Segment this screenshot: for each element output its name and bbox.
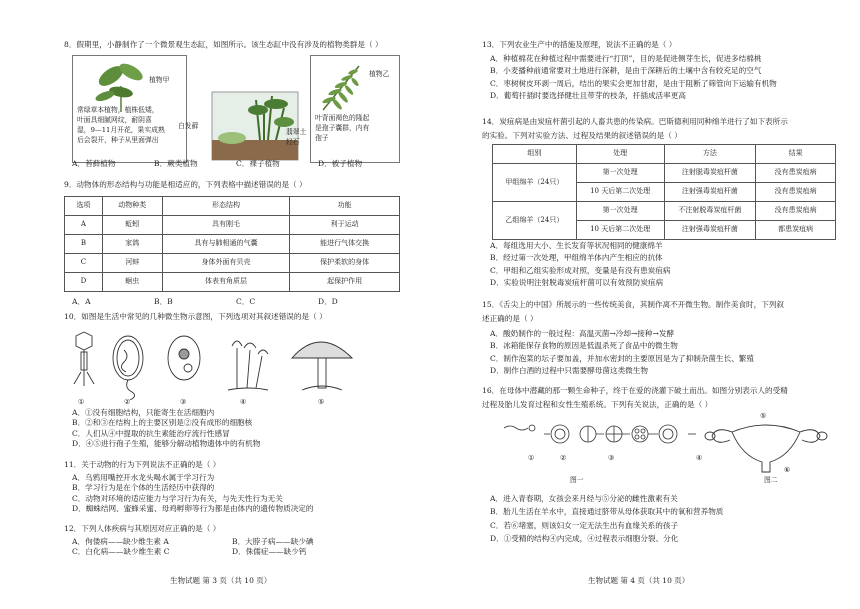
table-row bbox=[65, 254, 400, 273]
q10-option-d[interactable]: D．④⑤进行孢子生殖，能够分解动植物遗体中的有机物 bbox=[72, 438, 261, 448]
page-footer: 生物试题 第 4 页（共 10 页） bbox=[588, 576, 690, 585]
q8-option-b[interactable]: B．蕨类植物 bbox=[154, 159, 198, 168]
q14-stem-2: 的实验。下列对实验方法、过程及结果的叙述错误的是（ ） bbox=[482, 131, 682, 140]
microbe-label-4: ④ bbox=[240, 398, 247, 406]
table-row bbox=[65, 235, 400, 254]
table-header: 形态结构 bbox=[162, 197, 290, 216]
q14-options bbox=[490, 241, 670, 288]
table-cell: 第一次处理 bbox=[576, 202, 664, 221]
table-header: 结果 bbox=[756, 145, 836, 164]
q9-option-b[interactable]: B．B bbox=[154, 297, 173, 306]
table-header: 动物种类 bbox=[102, 197, 162, 216]
q12-option-b[interactable]: B．大脖子病——缺少碘 bbox=[232, 537, 314, 546]
table-cell: C bbox=[65, 254, 103, 273]
group-b-cell: 乙组绵羊（24只） bbox=[493, 202, 577, 240]
table-cell: 没有患炭疽病 bbox=[756, 202, 836, 221]
q8-option-a[interactable]: A．苔藓植物 bbox=[72, 159, 116, 168]
fertilization-illustration bbox=[500, 414, 830, 476]
q12-stem: 12．下列人体疾病与其原因对应正确的是（ ） bbox=[64, 524, 221, 533]
fig1-caption: 图一 bbox=[570, 476, 584, 484]
fig-label-3: ③ bbox=[608, 454, 615, 462]
group-a-cell: 甲组绵羊（24只） bbox=[493, 164, 577, 202]
q16-stem-2: 过程及胎儿发育过程和女性生殖系统。下列有关说法，正确的是（ ） bbox=[482, 400, 713, 409]
plant-a-desc-line: 叶面具细腻网纹，耐阴喜 bbox=[77, 115, 152, 124]
q15-options bbox=[490, 329, 754, 376]
q9-option-a[interactable]: A．A bbox=[72, 297, 91, 306]
table-cell: 第一次处理 bbox=[576, 164, 664, 183]
mushroom-icon bbox=[292, 342, 352, 390]
moss-label: 白发藓 bbox=[178, 122, 199, 130]
table-cell: 身体外面有贝壳 bbox=[162, 254, 290, 273]
q8-plant-a-box bbox=[72, 55, 187, 163]
q8-option-c[interactable]: C．裸子植物 bbox=[236, 159, 280, 168]
table-cell: 具有与肺相通的气囊 bbox=[162, 235, 290, 254]
q14-table bbox=[492, 144, 836, 240]
q11-option-d[interactable]: D．蜘蛛结网、蜜蜂采蜜、母鸡孵卵等行为都是由体内的遗传物质决定的 bbox=[72, 503, 314, 513]
q14-stem-1: 14．炭疽病是由炭疽杆菌引起的人畜共患的传染病。巴斯德利用同种绵羊进行了如下表所示 bbox=[482, 117, 788, 126]
table-cell: 保护柔软的身体 bbox=[290, 254, 400, 273]
plant-b-desc-line: 孢子 bbox=[315, 133, 329, 142]
fig-label-2: ② bbox=[560, 454, 567, 462]
q15-option-c[interactable]: C．制作泡菜的坛子要加盖，并加水密封的主要原因是为了抑制杂菌生长、繁殖 bbox=[490, 353, 754, 363]
table-cell: 都患炭疽病 bbox=[756, 221, 836, 240]
table-cell: 注射脱毒炭疽杆菌 bbox=[664, 164, 756, 183]
q13-option-d[interactable]: D．葡萄扦插时要选择健壮且带芽的枝条，扦插成活率更高 bbox=[490, 90, 686, 100]
q16-option-c[interactable]: C．若⑥堵塞，则该妇女一定无法生出有血缘关系的孩子 bbox=[490, 520, 679, 530]
plant-b-desc-line: 叶背面褐色的隆起 bbox=[315, 114, 370, 122]
plant-a-name: 植物甲 bbox=[149, 76, 170, 84]
yeast-icon bbox=[168, 336, 200, 380]
table-row bbox=[493, 164, 836, 183]
q14-option-a[interactable]: A．每组选用大小、生长发育等状况相同的健康绵羊 bbox=[490, 241, 663, 250]
table-cell: 注射强毒炭疽杆菌 bbox=[664, 221, 756, 240]
table-header-row bbox=[493, 145, 836, 164]
table-cell: 没有患炭疽病 bbox=[756, 164, 836, 183]
microbe-label-2: ② bbox=[124, 398, 131, 406]
q10-options bbox=[72, 408, 260, 449]
table-header: 组别 bbox=[493, 145, 577, 164]
q14-option-c[interactable]: C．甲组和乙组实验形成对照，变量是有没有患炭疽病 bbox=[490, 265, 671, 275]
q14-option-d[interactable]: D．实验说明注射脱毒炭疽杆菌可以有效预防炭疽病 bbox=[490, 277, 664, 287]
table-cell: 能进行气体交换 bbox=[290, 235, 400, 254]
plant-a-desc-line: 后会裂开，种子从里面弹出 bbox=[77, 135, 159, 144]
q11-option-b[interactable]: B．学习行为是在个体的生活经历中获得的 bbox=[72, 483, 215, 493]
q16-option-d[interactable]: D．①受精的结构④内完成，④过程表示细胞分裂、分化 bbox=[490, 533, 679, 543]
table-cell: 没有患炭疽病 bbox=[756, 183, 836, 202]
q16-options bbox=[490, 494, 723, 544]
q13-option-b[interactable]: B．小麦播种前通常要对土地进行深耕，是由于深耕后的土壤中含有较充足的空气 bbox=[490, 66, 762, 76]
fig2-caption: 图二 bbox=[764, 476, 778, 484]
q11-options bbox=[72, 473, 314, 514]
fig-label-4: ④ bbox=[696, 454, 703, 462]
table-cell: 家鸽 bbox=[102, 235, 162, 254]
plant-a-illustration bbox=[91, 58, 151, 113]
q9-table bbox=[64, 196, 400, 292]
q9-option-c[interactable]: C．C bbox=[236, 297, 256, 306]
q15-option-a[interactable]: A．酸奶制作的一般过程：高温灭菌→冷却→接种→发酵 bbox=[490, 329, 675, 338]
table-header: 处理 bbox=[576, 145, 664, 164]
q11-option-a[interactable]: A．乌鸦用嘴控开水龙头喝水属于学习行为 bbox=[72, 473, 215, 482]
microbe-label-3: ③ bbox=[180, 398, 187, 406]
table-cell: 体表有角质层 bbox=[162, 273, 290, 292]
q10-option-a[interactable]: A．①没有细胞结构，只能寄生在活细胞内 bbox=[72, 408, 215, 417]
table-header-row bbox=[65, 197, 400, 216]
page-footer: 生物试题 第 3 页（共 10 页） bbox=[170, 576, 272, 585]
plant-b-desc-line: 是孢子囊群，内有 bbox=[315, 123, 370, 132]
table-header: 选项 bbox=[65, 197, 103, 216]
q14-option-b[interactable]: B．经过第一次处理，甲组绵羊体内产生相应的抗体 bbox=[490, 253, 663, 263]
table-cell: 蛔虫 bbox=[102, 273, 162, 292]
q13-stem: 13．下列农业生产中的措施及原理，说法不正确的是（ ） bbox=[482, 40, 677, 49]
fern-icon bbox=[315, 60, 367, 112]
q9-options bbox=[72, 297, 400, 307]
q12-option-d[interactable]: D．侏儒症——缺少钙 bbox=[232, 547, 307, 557]
q8-option-d[interactable]: D．被子植物 bbox=[318, 159, 363, 168]
table-cell: 10 天后第二次处理 bbox=[576, 183, 664, 202]
table-row bbox=[65, 216, 400, 235]
uterus-icon bbox=[705, 425, 827, 472]
q12-options bbox=[72, 537, 402, 558]
table-cell: D bbox=[65, 273, 103, 292]
fig-label-1: ① bbox=[528, 454, 535, 462]
soil-label: 翡翠土 bbox=[286, 128, 307, 136]
plant-a-desc-line: 湿，9—11月开花，果实成熟 bbox=[77, 125, 165, 134]
q10-stem: 10．如图是生活中常见的几种微生物示意图，下列选项对其叙述错误的是（ ） bbox=[64, 312, 327, 321]
q16-option-a[interactable]: A．进入青春期，女孩会来月经与⑤分泌的雌性激素有关 bbox=[490, 494, 678, 503]
microbes-illustration bbox=[72, 328, 362, 400]
q8-plant-b-box bbox=[310, 55, 400, 163]
plant-b-name: 植物乙 bbox=[369, 70, 390, 78]
table-cell: 注射强毒炭疽杆菌 bbox=[664, 183, 756, 202]
q9-stem: 9．动物体的形态结构与功能是相适应的，下列表格中描述错误的是（ ） bbox=[64, 180, 307, 189]
q15-option-b[interactable]: B．冰箱能保存食物的原因是低温杀死了食品中的微生物 bbox=[490, 341, 678, 351]
terrarium-illustration bbox=[210, 88, 300, 163]
q10-option-c[interactable]: C．人们从④中提取的抗生素能治疗流行性感冒 bbox=[72, 428, 230, 438]
q8-options bbox=[72, 159, 400, 169]
table-cell: B bbox=[65, 235, 103, 254]
table-row bbox=[65, 273, 400, 292]
fertilization-sequence-icon bbox=[504, 425, 696, 443]
plant-a-desc-line: 常绿草本植物，植株低矮， bbox=[77, 106, 159, 114]
q13-option-c[interactable]: C．枣树树皮环剥一周后，结出的果实会更加甘甜，是由于阻断了筛管向下运输有机物 bbox=[490, 78, 777, 88]
q11-option-c[interactable]: C．动物对环境的适应能力与学习行为有关，与先天性行为无关 bbox=[72, 493, 283, 503]
q11-stem: 11．关于动物的行为下列说法不正确的是（ ） bbox=[64, 460, 221, 469]
table-header: 功能 bbox=[290, 197, 400, 216]
table-cell: 蚯蚓 bbox=[102, 216, 162, 235]
microbe-label-5: ⑤ bbox=[318, 398, 325, 406]
table-cell: 河蚌 bbox=[102, 254, 162, 273]
q9-option-d[interactable]: D．D bbox=[318, 297, 338, 306]
q15-stem-1: 15．《舌尖上的中国》所展示的一些传统美食，其制作离不开微生物。制作美食时，下列叙 bbox=[482, 300, 785, 309]
q15-option-d[interactable]: D．制作白酒的过程中只需要酵母菌这类微生物 bbox=[490, 365, 648, 375]
q16-stem-1: 16．在母体中潜藏的那一颗生命种子，终于在爱的浇灌下破土而出。如图分别表示人的受精 bbox=[482, 386, 788, 395]
table-header: 方法 bbox=[664, 145, 756, 164]
plant-a-desc bbox=[77, 106, 165, 145]
table-cell: 不注射脱毒炭疽杆菌 bbox=[664, 202, 756, 221]
table-cell: A bbox=[65, 216, 103, 235]
fig-label-5: ⑤ bbox=[760, 412, 767, 420]
table-cell: 具有刚毛 bbox=[162, 216, 290, 235]
q12-option-c[interactable]: C．白化病——缺少维生素 C bbox=[72, 547, 170, 557]
stone-label: 轻石 bbox=[286, 138, 300, 146]
microbe-label-1: ① bbox=[78, 398, 85, 406]
plant-b-desc bbox=[315, 114, 369, 144]
q16-option-b[interactable]: B．胎儿生活在羊水中，直接通过脐带从母体获取其中的氧和营养物质 bbox=[490, 507, 724, 517]
bacterium-icon bbox=[113, 336, 143, 400]
q12-option-a[interactable]: A．佝偻病——缺少维生素 A bbox=[72, 537, 169, 546]
virus-icon bbox=[74, 332, 94, 386]
table-cell: 起保护作用 bbox=[290, 273, 400, 292]
table-row bbox=[493, 202, 836, 221]
right-page bbox=[430, 0, 860, 609]
mold-icon bbox=[228, 341, 268, 390]
q13-options bbox=[490, 54, 777, 101]
q15-stem-2: 述正确的是（ ） bbox=[482, 314, 538, 323]
q13-option-a[interactable]: A．种植棉花在种植过程中需要进行“打顶”，目的是促进侧芽生长，促进多结棉桃 bbox=[490, 54, 762, 63]
q8-stem: 8．假期里，小静制作了一个微景观生态缸，如图所示。该生态缸中没有涉及的植物类群是（ ） bbox=[64, 40, 383, 49]
fig-label-6: ⑥ bbox=[784, 466, 791, 474]
q10-option-b[interactable]: B．②和③在结构上的主要区别是②没有成形的细胞核 bbox=[72, 418, 253, 428]
table-cell: 利于运动 bbox=[290, 216, 400, 235]
table-cell: 10 天后第二次处理 bbox=[576, 221, 664, 240]
